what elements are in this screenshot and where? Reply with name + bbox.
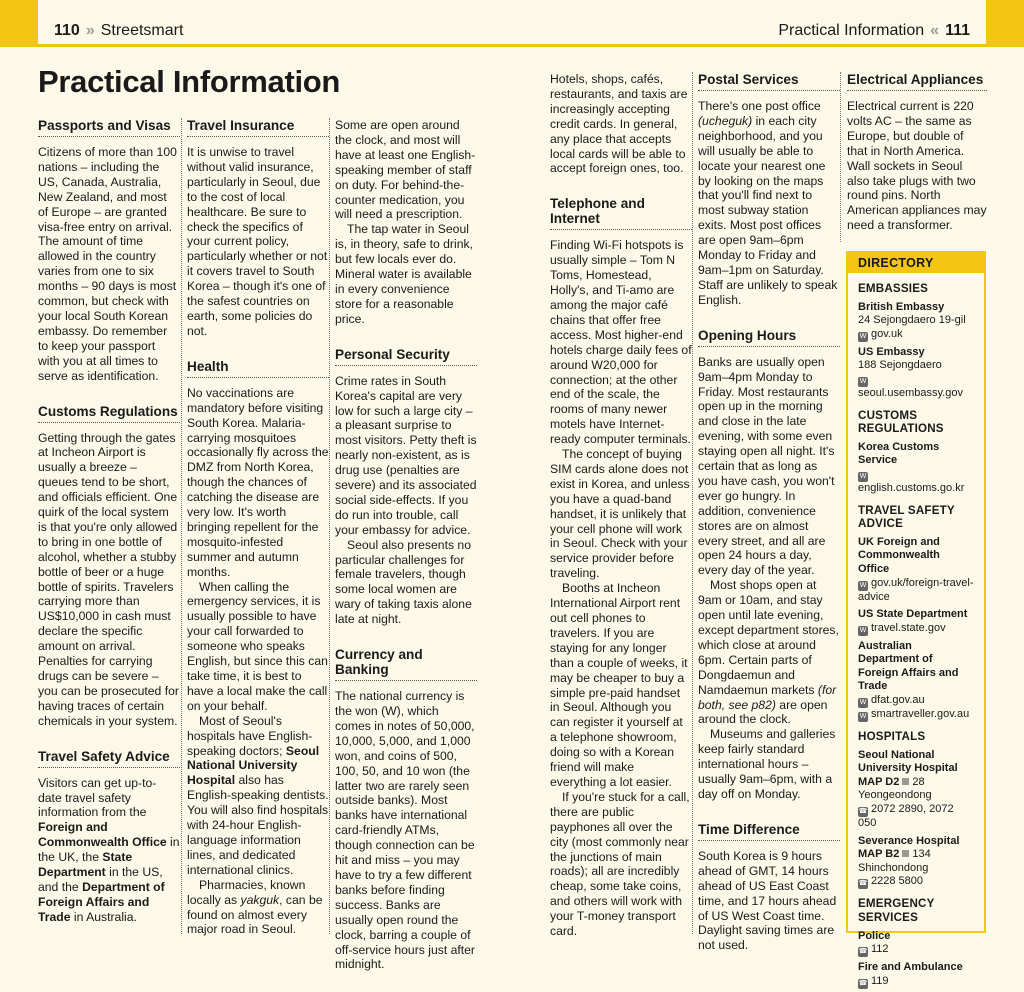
water-text: The tap water in Seoul is, in theory, safe to drink, but few locals ever do. Mineral water is available in every convenience store for a reasonable price. <box>335 222 473 326</box>
web-icon: W <box>859 581 867 589</box>
web-icon: W <box>859 472 867 480</box>
severance-address: Shinchondong <box>858 861 929 874</box>
fire-phone <box>858 975 974 989</box>
time-heading: Time Difference <box>698 822 840 841</box>
us-state-name: US State Department <box>858 608 968 621</box>
left-running-head <box>54 22 183 40</box>
hours-heading: Opening Hours <box>698 328 840 347</box>
phone-icon: ☎ <box>858 880 868 888</box>
customs-text: Getting through the gates at Incheon Airport is usually a breeze – queues tend to be short, and officials efficient. One quirk of the local system is that you're only allowed to bring in one bottle of alcohol, whether a stubby bottle of beer or a huge bottle of spirits. Travelers carrying more than US$10,000 in cash must declare the specific amount on arrival. Penalties for carrying drugs can be severe – you can be prosecuted for having traces of certain chemicals in your system. <box>38 430 179 728</box>
telephone-text-1: Finding Wi-Fi hotspots is usually simple – Tom N Toms, Homestead, Holly's, and Ti-amo are among the major café chains that offer free access. Most higher-end hotels charge daily fees of around W20,000 for connection; at the other end of the scale, the rooms of many newer motels have Internet-ready computer terminals. <box>550 238 692 447</box>
left-section-name: Streetsmart <box>100 22 184 39</box>
directory-heading: DIRECTORY <box>848 253 984 273</box>
text-run: Visitors can get up-to-date travel safety information from the <box>38 775 157 820</box>
us-state-web <box>858 622 974 636</box>
passports-section <box>38 118 180 384</box>
directory-box <box>846 251 986 987</box>
passports-text: Citizens of more than 100 nations – including the US, Canada, Australia, New Zealand, and most of Europe – are granted visa-free entry on arrival. The amount of time allowed in the country varies from one to six months – 90 days is most common, but check with your local South Korean embassy. Do remember to keep your passport with you at all times to serve as identification. <box>38 145 177 383</box>
left-page-number: 110 <box>54 22 80 39</box>
pharmacy-text: Some are open around the clock, and most will have at least one English-speaking member of staff on duty. For behind-the-counter medication, you will need a prescription. <box>335 118 476 222</box>
phone-icon: ☎ <box>858 808 868 816</box>
cards-continued <box>550 72 692 176</box>
web-icon: W <box>859 713 867 721</box>
fco-web <box>858 577 974 605</box>
customs-service-name: Korea Customs Service <box>858 440 940 467</box>
security-section <box>335 347 477 627</box>
web-icon: W <box>859 626 867 634</box>
severance-phone <box>858 875 974 889</box>
insurance-section <box>187 118 329 339</box>
web-address: smartraveller.gov.au <box>871 708 970 721</box>
phone-icon: ☎ <box>858 979 868 987</box>
snuh-phone <box>858 803 974 831</box>
us-embassy-address: 188 Sejongdaero <box>858 359 942 372</box>
telephone-text-3: Booths at Incheon International Airport rent out cell phones to travelers. If you are staying for any longer than a couple of weeks, it may be cheaper to buy a simple pre-paid handset in Seoul. Although you can register it yourself at a telephone showroom, doing so with a Korean friend will make everything a lot easier. <box>550 581 688 789</box>
electrical-text: Electrical current is 220 volts AC – the same as Europe, but double of that in North America. Wall sockets in Seoul also take plugs with two round pins. North American appliances may need a transformer. <box>847 99 987 233</box>
currency-text: The national currency is the won (W), which comes in notes of 50,000, 10,000, 5,000, and 1,000 won, and coins of 500, 100, 50, and 10 won (the latter two are rarely seen outside banks). Most banks have international card-friendly ATMs, though connection can be hit and miss – you may have to try a few different banks before finding success. Banks are usually open round the clock, barring a couple of off-service hours just after midnight. <box>335 689 475 972</box>
page-title: Practical Information <box>38 64 341 99</box>
british-embassy-address: 24 Sejongdaero 19-gil <box>858 314 966 327</box>
web-address: gov.uk/foreign-travel-advice <box>858 576 974 603</box>
map-reference: MAP B2 <box>858 848 900 861</box>
right-page-number: 111 <box>945 22 970 39</box>
korean-term: (ucheguk) <box>698 113 753 128</box>
customs-service-web <box>858 468 974 496</box>
security-heading: Personal Security <box>335 347 477 366</box>
passports-heading: Passports and Visas <box>38 118 180 137</box>
snuh-address: Yeongeondong <box>858 789 932 802</box>
text-run: Most shops open at 9am or 10am, and stay open until late evening, except department stores, which close at around 6pm. Certain parts of Dongdaemun and Namdaemun markets <box>698 578 839 697</box>
column-divider <box>840 72 841 242</box>
text-run: There's one post office <box>698 99 821 113</box>
web-icon: W <box>859 332 867 340</box>
text-run: are open around the clock. <box>698 697 828 727</box>
left-page-tab <box>0 0 38 44</box>
hospitals-category: HOSPITALS <box>858 730 926 744</box>
electrical-section <box>847 72 987 233</box>
phone-number: 112 <box>871 943 889 956</box>
column-6 <box>847 72 987 253</box>
phone-icon: ☎ <box>858 948 868 956</box>
fire-name: Fire and Ambulance <box>858 961 963 974</box>
snuh-map <box>858 776 974 790</box>
column-4 <box>550 72 692 959</box>
telephone-text-4: If you're stuck for a call, there are public payphones all over the city (most commonly near the junctions of main roads); all are incredibly cheap, some take coins, and others will work with your T-money transport card. <box>550 789 690 939</box>
column-5 <box>698 72 840 973</box>
web-address: seoul.usembassy.gov <box>858 386 963 399</box>
security-text-2: Seoul also presents no particular challenges for female travelers, though some local women are wary of taking taxis alone late at night. <box>335 537 472 627</box>
text-run: Pharmacies, known locally as <box>187 877 306 907</box>
phone-number: 119 <box>871 974 889 987</box>
left-separator: » <box>85 22 95 39</box>
currency-heading: Currency and Banking <box>335 647 477 681</box>
customs-heading: Customs Regulations <box>38 404 180 423</box>
us-embassy-web <box>858 373 974 401</box>
customs-category: CUSTOMS REGULATIONS <box>858 408 944 436</box>
dfat-web-1 <box>858 694 974 708</box>
phone-number: 2228 5800 <box>871 875 923 888</box>
column-divider <box>692 72 693 934</box>
hours-section <box>698 328 840 802</box>
dfat-web-2 <box>858 708 974 722</box>
fco-name: UK Foreign and Commonwealth Office <box>858 535 940 575</box>
hours-text-3: Museums and galleries keep fairly standard international hours – usually 9am–6pm, with a day off on Monday. <box>698 727 836 801</box>
page-header <box>0 0 1024 47</box>
security-text-1: Crime rates in South Korea's capital are very low for such a large city – a pleasant surprise to most visitors. Petty theft is nearly non-existent, as is drug use (penalties are severe) and its associated social side-effects. If you do run into trouble, call your embassy for advice. <box>335 373 477 537</box>
us-embassy-name: US Embassy <box>858 345 925 358</box>
web-address: travel.state.gov <box>871 621 946 634</box>
text-run: also has English-speaking dentists. You will also find hospitals with 24-hour English-language information lines, and dedicated international clinics. <box>187 773 329 877</box>
state-dept-name: State Department <box>38 850 133 880</box>
insurance-text: It is unwise to travel without valid insurance, particularly in Seoul, due to the cost of local healthcare. Be sure to check the specifics of your current policy, particularly whether or not it covers travel to South Korea – though it's one of the safest countries on earth, some policies do not. <box>187 145 328 338</box>
police-phone <box>858 943 974 957</box>
customs-section <box>38 404 180 729</box>
postal-text <box>698 99 840 308</box>
directory-body <box>848 273 984 989</box>
text-run: in each city neighborhood, and you will usually be able to locate your nearest one by looking on the maps that you'll find next to most subway station exits. Most post offices are open 9am–6pm Monday to Friday and 9am–1pm on Saturday. Staff are unlikely to speak English. <box>698 113 838 307</box>
health-text-2: When calling the emergency services, it is usually possible to have your call forwarded to someone who speaks English, but since this can take time, it is best to have a local make the call on your behalf. <box>187 579 328 713</box>
health-continued <box>335 118 477 327</box>
snuh-name: Seoul National University Hospital <box>858 748 958 775</box>
insurance-heading: Travel Insurance <box>187 118 329 137</box>
web-address: english.customs.go.kr <box>858 481 965 494</box>
emergency-category: EMERGENCY SERVICES <box>858 897 935 924</box>
web-icon: W <box>859 377 867 385</box>
telephone-section <box>550 196 692 939</box>
cards-text: Hotels, shops, cafés, restaurants, and taxis are increasingly accepting credit cards. In general, any place that accepts local cards will be able to accept foreign ones, too. <box>550 72 688 176</box>
telephone-text-2: The concept of buying SIM cards alone does not exist in Korea, and unless you have a quad-band handset, it is unlikely that your cell phone will work in Seoul. Check with your service provider before traveling. <box>550 447 690 581</box>
time-section <box>698 822 840 953</box>
right-separator: « <box>930 22 940 39</box>
safety-section <box>38 749 180 925</box>
electrical-heading: Electrical Appliances <box>847 72 987 91</box>
currency-section <box>335 647 477 972</box>
health-text-3 <box>187 714 329 878</box>
fco-name: Foreign and Commonwealth Office <box>38 820 167 850</box>
health-text-4 <box>187 878 329 938</box>
address-number: 28 <box>912 775 925 788</box>
right-page-tab <box>986 0 1024 44</box>
address-number: 134 <box>912 848 931 861</box>
column-divider <box>181 118 182 934</box>
map-square-icon <box>902 778 909 785</box>
map-reference: MAP D2 <box>858 775 900 788</box>
column-2 <box>187 118 329 957</box>
telephone-heading: Telephone and Internet <box>550 196 692 230</box>
web-address: gov.uk <box>871 327 903 340</box>
web-address: dfat.gov.au <box>871 694 925 707</box>
text-run: , can be found on almost every major road in Seoul. <box>187 892 323 937</box>
safety-heading: Travel Safety Advice <box>38 749 180 768</box>
right-running-head <box>778 22 970 40</box>
web-icon: W <box>859 699 867 707</box>
right-section-name: Practical Information <box>778 22 925 39</box>
health-heading: Health <box>187 359 329 378</box>
severance-map <box>858 848 974 862</box>
postal-section <box>698 72 840 308</box>
page-reference: (for both, see p82) <box>698 682 837 712</box>
time-text: South Korea is 9 hours ahead of GMT, 14 hours ahead of US East Coast time, and 17 hours ahead of US West Coast time. Daylight saving times are not used. <box>698 848 837 953</box>
text-run: in the US, and the <box>38 865 163 894</box>
british-embassy-web <box>858 328 974 342</box>
map-square-icon <box>902 850 909 857</box>
dfat-name: Department of Foreign Affairs and Trade <box>38 879 165 924</box>
police-name: Police <box>858 929 891 942</box>
advice-category: TRAVEL SAFETY ADVICE <box>858 503 955 531</box>
korean-term: yakguk <box>240 892 280 907</box>
text-run: in the UK, the <box>38 835 180 865</box>
severance-name: Severance Hospital <box>858 834 960 847</box>
british-embassy-name: British Embassy <box>858 300 945 313</box>
hours-text-2 <box>698 578 840 727</box>
column-1 <box>38 118 180 945</box>
column-divider <box>329 118 330 934</box>
safety-text <box>38 776 180 925</box>
postal-heading: Postal Services <box>698 72 840 91</box>
embassies-category: EMBASSIES <box>858 282 929 295</box>
phone-number: 2072 2890, 2072 050 <box>858 803 954 830</box>
text-run: in Australia. <box>70 909 137 924</box>
hours-text-1: Banks are usually open 9am–4pm Monday to Friday. Most restaurants open up in the morning and close in the late evening, with some even staying open all night. It's certain that as long as you have cash, you won't ever go hungry. In addition, convenience stores are on almost every street, and all are open 24 hours a day, every day of the year. <box>698 354 835 578</box>
column-3 <box>335 118 477 992</box>
health-text-1: No vaccinations are mandatory before visiting South Korea. Malaria-carrying mosquitoes occasionally fly across the DMZ from North Korea, though the chances of catching the disease are very low. It's worth bringing repellent for the mosquito-infested summer and autumn months. <box>187 385 329 579</box>
dfat-name: Australian Department of Foreign Affairs and Trade <box>858 639 959 693</box>
health-section <box>187 359 329 938</box>
text-run: Most of Seoul's hospitals have English-speaking doctors; <box>187 713 313 758</box>
hospital-name: Seoul National University Hospital <box>187 743 320 788</box>
